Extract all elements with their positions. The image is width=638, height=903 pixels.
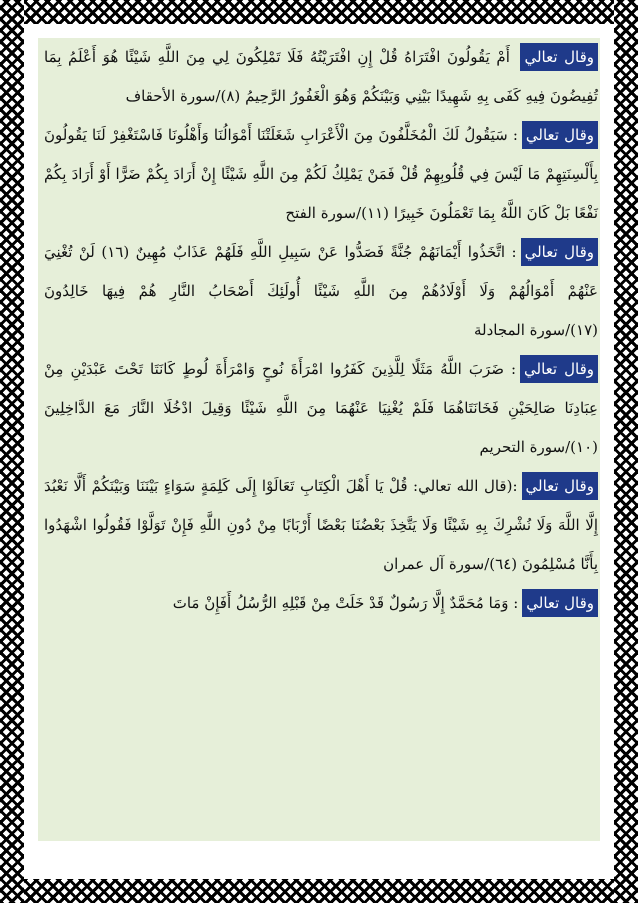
label-tag: وقال تعالي bbox=[522, 589, 598, 617]
surah-reference: (٦٤)/سورة آل عمران bbox=[383, 555, 518, 573]
surah-reference: (١٧)/سورة المجادلة bbox=[473, 321, 598, 339]
surah-reference: (١١)/سورة الفتح bbox=[285, 204, 390, 222]
surah-reference: (٨)/سورة الأحقاف bbox=[125, 87, 241, 105]
surah-reference: (١٠)/سورة التحريم bbox=[479, 438, 598, 456]
verse-text: أَمْ يَقُولُونَ افْتَرَاهُ قُلْ إِنِ افْتَرَيْتُهُ فَلَا تَمْلِكُونَ لِي مِنَ اللَّهِ شَيْئًا هُوَ أَعْلَمُ بِمَا تُفِيضُونَ فِيهِ كَفَى بِهِ شَهِيدًا بَيْنِي وَبَيْنَكُمْ وَهُوَ الْغَفُورُ الرَّحِيمُ bbox=[44, 48, 598, 105]
verse-passage-6 bbox=[44, 584, 598, 623]
page-border-top bbox=[0, 0, 638, 24]
verse-text: : وَمَا مُحَمَّدٌ إِلَّا رَسُولٌ قَدْ خَلَتْ مِنْ قَبْلِهِ الرُّسُلُ أَفَإِنْ مَاتَ bbox=[172, 594, 519, 612]
verse-text: : ضَرَبَ اللَّهُ مَثَلًا لِلَّذِينَ كَفَرُوا امْرَأَةَ نُوحٍ وَامْرَأَةَ لُوطٍ كَانَتَا تَحْتَ عَبْدَيْنِ مِنْ عِبَادِنَا صَالِحَيْنِ فَخَانَتَاهُمَا فَلَمْ يُغْنِيَا عَنْهُمَا مِنَ اللَّهِ شَيْئًا وَقِيلَ ادْخُلَا النَّارَ مَعَ الدَّاخِلِينَ bbox=[44, 360, 598, 417]
page-border-bottom bbox=[0, 879, 638, 903]
verses-panel bbox=[38, 38, 600, 841]
verse-passage-4 bbox=[44, 350, 598, 467]
page-border-left bbox=[0, 0, 24, 903]
label-tag: وقال تعالي bbox=[522, 472, 598, 500]
verse-text: : اتَّخَذُوا أَيْمَانَهُمْ جُنَّةً فَصَدُّوا عَنْ سَبِيلِ اللَّهِ فَلَهُمْ عَذَابٌ مُهِينٌ (١٦) لَنْ تُغْنِيَ عَنْهُمْ أَمْوَالُهُمْ وَلَا أَوْلَادُهُمْ مِنَ اللَّهِ شَيْئًا أُولَئِكَ أَصْحَابُ النَّارِ هُمْ فِيهَا خَالِدُونَ bbox=[44, 243, 598, 300]
label-tag: وقال تعالي bbox=[520, 43, 598, 71]
label-tag: وقال تعالي bbox=[521, 238, 598, 266]
page-border-right bbox=[614, 0, 638, 903]
verse-passage-3 bbox=[44, 233, 598, 350]
verse-passage-2 bbox=[44, 116, 598, 233]
label-tag: وقال تعالي bbox=[520, 355, 598, 383]
verse-passage-1 bbox=[44, 38, 598, 116]
label-tag: وقال تعالي bbox=[522, 121, 598, 149]
verse-passage-5 bbox=[44, 467, 598, 584]
verse-text: : سَيَقُولُ لَكَ الْمُخَلَّفُونَ مِنَ الْأَعْرَابِ شَغَلَتْنَا أَمْوَالُنَا وَأَهْلُونَا فَاسْتَغْفِرْ لَنَا يَقُولُونَ بِأَلْسِنَتِهِمْ مَا لَيْسَ فِي قُلُوبِهِمْ قُلْ فَمَنْ يَمْلِكُ لَكُمْ مِنَ اللَّهِ شَيْئًا إِنْ أَرَادَ بِكُمْ ضَرًّا أَوْ أَرَادَ بِكُمْ نَفْعًا بَلْ كَانَ اللَّهُ بِمَا تَعْمَلُونَ خَبِيرًا bbox=[44, 126, 598, 222]
verse-text: :(قال الله تعالي: قُلْ يَا أَهْلَ الْكِتَابِ تَعَالَوْا إِلَى كَلِمَةٍ سَوَاءٍ بَيْنَنَا وَبَيْنَكُمْ أَلَّا نَعْبُدَ إِلَّا اللَّهَ وَلَا نُشْرِكَ بِهِ شَيْئًا وَلَا يَتَّخِذَ بَعْضُنَا بَعْضًا أَرْبَابًا مِنْ دُونِ اللَّهِ فَإِنْ تَوَلَّوْا فَقُولُوا اشْهَدُوا بِأَنَّا مُسْلِمُونَ bbox=[44, 477, 598, 573]
